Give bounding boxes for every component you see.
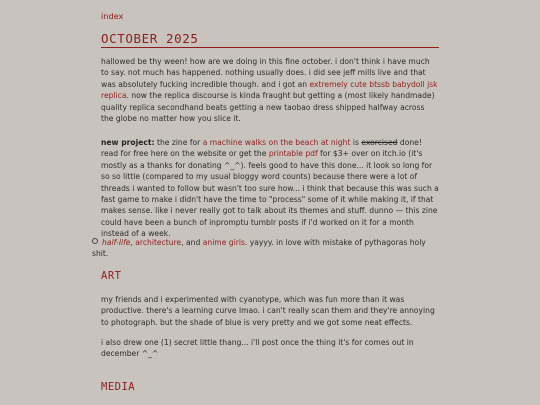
october-paragraph-2: new project: the zine for a machine walks on the beach at night is exorcised done! read for free here on the website or get the printable pdf for $3+ over on itch.io (it's mostly as a thanks for donating ^_^). feels good to have this done... it look so long for so so little (compared to my usual bloggy word counts) because there were a lot of threads i wanted to follow but wasn't too sure how... i think that because this was such a fast game to make i didn't have the time to "process" some of it while making it, if that makes sense. like i never really got to talk about its themes and stuff. dunno — this zine could have been a bunch of inpromptu tumblr posts if i'd worked on it for a month instead of a week.: [101, 138, 439, 239]
half-life-link[interactable]: half-life: [102, 238, 131, 247]
printable-pdf-link[interactable]: printable pdf: [268, 149, 318, 159]
october-paragraph-1: hallowed be thy ween! how are we doing in this fine october. i don't think i have much to say. not much has happened. nothing usually does. i did see jeff mills live and that was absolutely fucking incredible though. and i got an extremely cute btssb babydoll jsk replica. now the replica discourse is kinda fraught but getting a (most likely handmade) quality replica secondhand beats getting a new taobao dress shipped halfway across the globe no matter how you slice it.: [101, 57, 438, 124]
section-heading-october: OCTOBER 2025: [101, 31, 439, 48]
list-item: half-life, architecture, and anime girls. yayyy. in love with mistake of pythagoras holy shit.: [92, 238, 426, 259]
index-link[interactable]: index: [101, 11, 124, 21]
anime-girls-link[interactable]: anime girls: [202, 238, 245, 247]
architecture-link[interactable]: architecture: [135, 238, 182, 247]
struck-word: exorcised: [361, 138, 398, 147]
top-nav: [101, 11, 439, 21]
section-heading-art: ART: [101, 270, 122, 282]
bullet-circle-icon: [92, 238, 98, 244]
art-paragraph-1: my friends and i experimented with cyanotype, which was fun more than it was productive. there's a learning curve lmao. i can't really scan them and they're annoying to photograph. but the shade of blue is very pretty and we got some neat effects.: [101, 295, 435, 327]
machine-walks-link[interactable]: a machine walks on the beach at night: [202, 138, 351, 147]
btssb-replica-link[interactable]: extremely cute btssb babydoll jsk replica: [101, 79, 438, 101]
section-heading-media: MEDIA: [101, 381, 136, 393]
new-project-label: new project:: [101, 138, 155, 147]
art-paragraph-2: i also drew one (1) secret little thang... i'll post once the thing it's for comes out in december ^_^: [101, 338, 414, 359]
